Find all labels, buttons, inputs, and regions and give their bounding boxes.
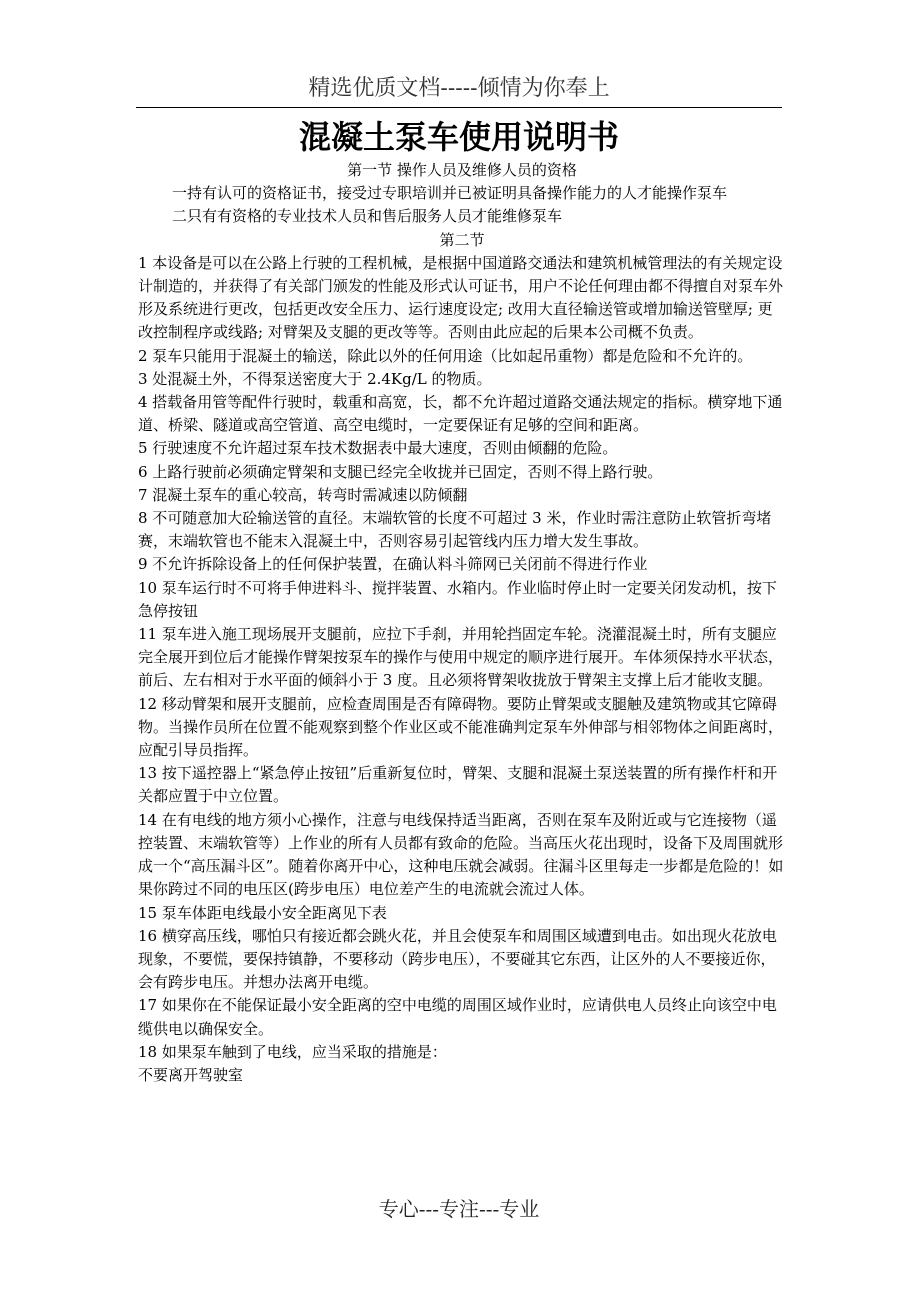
rule-paragraph: 4 搭载备用管等配件行驶时，载重和高宽，长，都不允许超过道路交通法规定的指标。横穿地下通道、桥梁、隧道或高空管道、高空电缆时，一定要保证有足够的空间和距离。	[138, 393, 783, 435]
rule-paragraph: 5 行驶速度不允许超过泵车技术数据表中最大速度，否则由倾翻的危险。	[138, 439, 618, 458]
section1-item: 一持有认可的资格证书，接受过专职培训并已被证明具备操作能力的人才能操作泵车	[172, 184, 728, 203]
rule-paragraph: 不要离开驾驶室	[138, 1065, 244, 1084]
document-body	[138, 159, 786, 1087]
rule-paragraph: 17 如果你在不能保证最小安全距离的空中电缆的周围区域作业时，应请供电人员终止向该空中电缆供电以确保安全。	[138, 996, 777, 1038]
page-footer: 专心---专注---专业	[378, 1197, 540, 1221]
rule-paragraph: 16 横穿高压线，哪怕只有接近都会跳火花，并且会使泵车和周围区域遭到电击。如出现火花放电现象，不要慌，要保持镇静，不要移动（跨步电压），不要碰其它东西，让区外的人不要接近你，会有跨步电压。并想办法离开电缆。	[138, 926, 777, 992]
document-title: 混凝土泵车使用说明书	[298, 118, 619, 156]
rule-paragraph: 14 在有电线的地方须小心操作，注意与电线保持适当距离，否则在泵车及附近或与它连接物（遥控装置、末端软管等）上作业的所有人员都有致命的危险。当高压火花出现时，设备下及周围就形成一个“高压漏斗区”。随着你离开中心，这种电压就会减弱。往漏斗区里每走一步都是危险的！如果你跨过不同的电压区(跨步电压）电位差产生的电流就会流过人体。	[138, 810, 784, 899]
rule-paragraph: 1 本设备是可以在公路上行驶的工程机械，是根据中国道路交通法和建筑机械管理法的有关规定设计制造的，并获得了有关部门颁发的性能及形式认可证书，用户不论任何理由都不得擅自对泵车外形及系统进行更改，包括更改安全压力、运行速度设定; 改用大直径输送管或增加输送管壁厚; 更改控制程序或线路; 对臂架及支腿的更改等等。否则由此应起的后果本公司概不负责。	[138, 253, 784, 342]
page-header: 精选优质文档-----倾情为你奉上	[308, 76, 610, 101]
rule-paragraph: 18 如果泵车触到了电线，应当采取的措施是：	[138, 1042, 447, 1061]
rule-paragraph: 11 泵车进入施工现场展开支腿前，应拉下手刹，并用轮挡固定车轮。浇灌混凝土时，所有支腿应完全展开到位后才能操作臂架按泵车的操作与使用中规定的顺序进行展开。车体须保持水平状态，前后、左右相对于水平面的倾斜小于 3 度。且必须将臂架收拢放于臂架主支撑上后才能收支腿。	[138, 625, 784, 690]
rule-paragraph: 10 泵车运行时不可将手伸进料斗、搅拌装置、水箱内。作业临时停止时一定要关闭发动机，按下急停按钮	[138, 578, 777, 620]
rule-paragraph: 3 处混凝土外，不得泵送密度大于 2.4Kg/L 的物质。	[138, 369, 492, 388]
rule-paragraph: 8 不可随意加大砼输送管的直径。末端软管的长度不可超过 3 米，作业时需注意防止软管折弯堵赛，末端软管也不能末入混凝土中，否则容易引起管线内压力增大发生事故。	[138, 509, 772, 551]
rule-paragraph: 13 按下遥控器上“紧急停止按钮”后重新复位时，臂架、支腿和混凝土泵送装置的所有操作杆和开关都应置于中立位置。	[138, 764, 778, 806]
rule-paragraph: 12 移动臂架和展开支腿前，应检查周围是否有障碍物。要防止臂架或支腿触及建筑物或其它障碍物。当操作员所在位置不能观察到整个作业区或不能准确判定泵车外伸部与相邻物体之间距离时，应配引导员指挥。	[138, 694, 784, 760]
section1-item: 二只有有资格的专业技术人员和售后服务人员才能维修泵车	[172, 207, 563, 226]
header-divider	[136, 107, 782, 108]
rule-paragraph: 2 泵车只能用于混凝土的输送，除此以外的任何用途（比如起吊重物）都是危险和不允许的。	[138, 346, 753, 365]
rule-paragraph: 9 不允许拆除设备上的任何保护装置，在确认料斗筛网已关闭前不得进行作业	[138, 555, 648, 574]
rule-paragraph: 15 泵车体距电线最小安全距离见下表	[138, 903, 387, 922]
rule-paragraph: 6 上路行驶前必须确定臂架和支腿已经完全收拢并已固定，否则不得上路行驶。	[138, 462, 663, 481]
section1-heading: 第一节 操作人员及维修人员的资格	[347, 161, 577, 179]
section2-heading: 第二节	[439, 230, 485, 249]
rule-paragraph: 7 混凝土泵车的重心较高，转弯时需减速以防倾翻	[138, 485, 468, 504]
